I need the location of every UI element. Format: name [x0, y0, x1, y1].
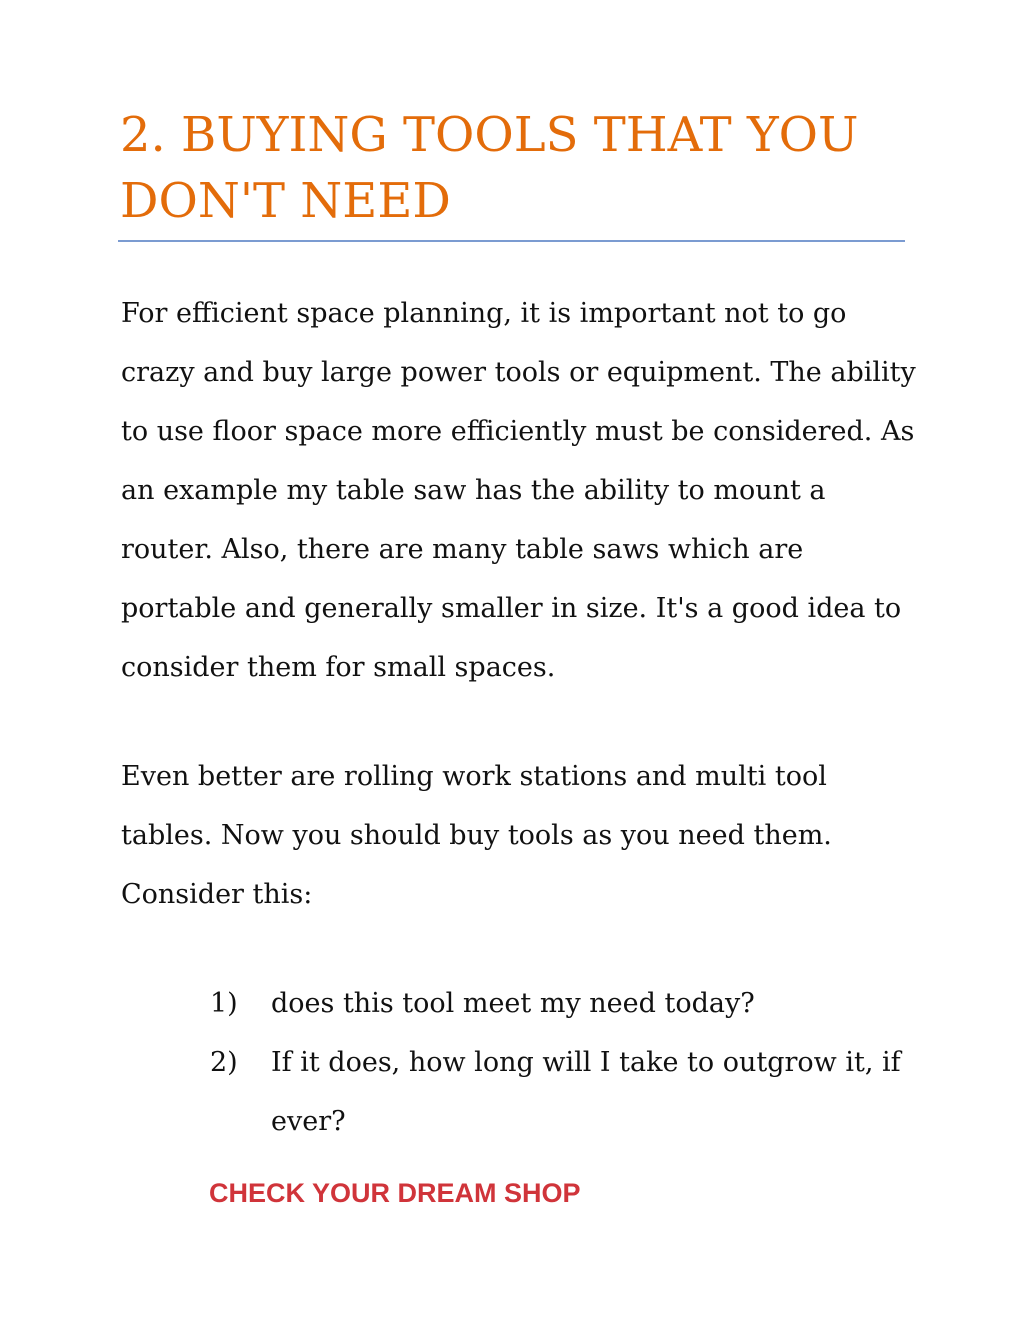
list-item-text: does this tool meet my need today? — [271, 988, 755, 1019]
list-item-number: 2) — [210, 1047, 238, 1078]
check-dream-shop-link[interactable]: CHECK YOUR DREAM SHOP — [209, 1178, 581, 1208]
list-item — [0, 1033, 1024, 1151]
considerations-list — [0, 974, 1024, 1151]
body-paragraph-2: Even better are rolling work stations and multi tool tables. Now you should buy tools as you need them. Consider this: — [121, 761, 832, 910]
list-item — [0, 974, 1024, 1033]
title-divider — [118, 240, 905, 242]
body-paragraph-1: For efficient space planning, it is important not to go crazy and buy large power tools or equipment. The ability to use floor space more efficiently must be considered. As an example my table saw has the ability to mount a router. Also, there are many table saws which are portable and generally smaller in size. It's a good idea to consider them for small spaces. — [121, 298, 916, 683]
page-title: 2. BUYING TOOLS THAT YOU DON'T NEED — [120, 107, 859, 229]
list-item-text: If it does, how long will I take to outgrow it, if ever? — [271, 1047, 901, 1137]
list-item-number: 1) — [210, 988, 238, 1019]
